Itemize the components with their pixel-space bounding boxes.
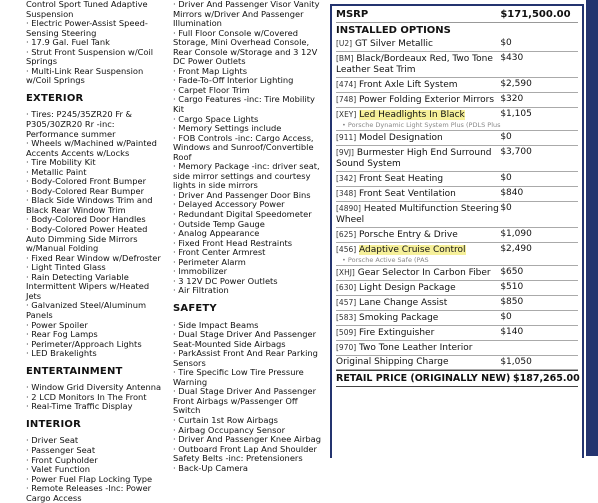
option-name: [336, 94, 500, 106]
option-label: GT Silver Metallic: [355, 39, 433, 49]
option-name: [336, 109, 500, 121]
feature-item: · Power Spoiler: [26, 319, 88, 330]
feature-item: · Passenger Seat: [26, 444, 96, 455]
msrp-row: [336, 8, 578, 23]
feature-item: · Redundant Digital Speedometer: [173, 209, 312, 220]
option-code: [630]: [336, 283, 357, 292]
option-name: [336, 188, 500, 200]
option-code: [911]: [336, 133, 357, 142]
option-row: [336, 93, 578, 108]
option-label: Black/Bordeaux Red, Two Tone Leather Seat Trim: [336, 54, 493, 75]
option-price: $0: [500, 203, 512, 213]
option-row: [336, 108, 578, 131]
exterior-heading: EXTERIOR: [26, 92, 84, 104]
option-code: [BM]: [336, 54, 354, 63]
option-code: [583]: [336, 313, 357, 322]
option-price: $2,490: [500, 244, 532, 254]
option-label: Front Axle Lift System: [359, 80, 458, 90]
feature-item: · Curtain 1st Row Airbags: [173, 414, 278, 425]
interior-features-continued: [173, 0, 321, 296]
feature-item: · Power Fuel Flap Locking Type: [26, 473, 153, 484]
bullet-icon: •: [342, 256, 348, 264]
feature-item: · Outside Temp Gauge: [173, 218, 265, 229]
installed-options-heading: INSTALLED OPTIONS: [336, 25, 451, 36]
features-column-1: [26, 0, 164, 503]
option-price: $0: [500, 312, 512, 322]
feature-item: · 2 LCD Monitors In The Front: [26, 391, 147, 402]
interior-features: [26, 436, 164, 503]
option-row: [336, 146, 578, 172]
option-row: [336, 172, 578, 187]
option-price: $840: [500, 188, 524, 198]
option-subnote: [336, 256, 578, 264]
option-name: [336, 327, 500, 339]
safety-heading: SAFETY: [173, 302, 217, 314]
option-name: [336, 173, 500, 185]
shipping-value: $1,050: [500, 357, 532, 367]
bullet-icon: •: [342, 121, 348, 129]
feature-item: · Body-Colored Power Heated Auto Dimming Side Mirrors w/Manual Folding: [26, 224, 148, 254]
option-subnote-text: Porsche Active Safe (PAS: [347, 256, 429, 264]
option-label: Front Seat Ventilation: [359, 189, 456, 199]
option-name: [336, 282, 500, 294]
option-price: $650: [500, 267, 524, 277]
retail-row: [336, 370, 578, 387]
option-row: [336, 78, 578, 93]
feature-item: · Tire Specific Low Tire Pressure Warning: [173, 367, 304, 387]
option-label: Fire Extinguisher: [359, 328, 435, 338]
safety-features: [173, 321, 321, 474]
option-code: [4890]: [336, 204, 361, 213]
option-code: [970]: [336, 343, 357, 352]
interior-heading: INTERIOR: [26, 418, 81, 430]
entertainment-features: [26, 383, 164, 412]
option-code: [456]: [336, 245, 357, 254]
option-code: [XEY]: [336, 110, 357, 119]
option-row: [336, 228, 578, 243]
option-price: $2,590: [500, 79, 532, 89]
feature-item: · Driver And Passenger Knee Airbag: [173, 434, 321, 445]
feature-item: · Memory Package -inc: driver seat, side mirror settings and courtesy lights in side mirrors: [173, 161, 320, 191]
option-label: Smoking Package: [359, 313, 439, 323]
option-row: [336, 311, 578, 326]
option-price: $850: [500, 297, 524, 307]
feature-item: · Window Grid Diversity Antenna: [26, 382, 162, 393]
option-code: [9VJ]: [336, 148, 354, 157]
feature-item: · Dual Stage Driver And Passenger Front Airbags w/Passenger Off Switch: [173, 386, 317, 416]
option-name: [336, 79, 500, 91]
feature-item: · Wheels w/Machined w/Painted Accents Accents w/Locks: [26, 138, 157, 158]
option-price: $1,105: [500, 109, 532, 119]
option-price: $430: [500, 53, 524, 63]
option-row: [336, 341, 578, 356]
price-panel: [330, 4, 584, 458]
feature-item: · Carpet Floor Trim: [173, 84, 250, 95]
feature-item: · Fixed Rear Window w/Defroster: [26, 252, 161, 263]
feature-item: · Electric Power-Assist Speed-Sensing Steering: [26, 18, 148, 38]
option-code: [XHJ]: [336, 268, 355, 277]
feature-item: · Air Filtration: [173, 285, 229, 296]
option-name: [336, 132, 500, 144]
option-subnote-text: Porsche Dynamic Light System Plus (PDLS Plus: [347, 121, 501, 129]
option-row: [336, 296, 578, 311]
option-label: Burmester High End Surround Sound System: [336, 148, 492, 169]
option-name: [336, 147, 500, 170]
feature-item: · Strut Front Suspension w/Coil Springs: [26, 46, 154, 67]
exterior-features: [26, 110, 164, 358]
option-name: [336, 297, 500, 309]
option-label: Lane Change Assist: [359, 298, 448, 308]
option-code: [509]: [336, 328, 357, 337]
option-subnote: [336, 121, 578, 129]
feature-item: · Remote Releases -Inc: Power Cargo Access: [26, 483, 152, 503]
option-row: [336, 52, 578, 78]
page-border: [586, 0, 598, 456]
feature-item: · Tire Mobility Kit: [26, 157, 96, 168]
option-row: [336, 131, 578, 146]
option-row: [336, 187, 578, 202]
feature-item: · Body-Colored Front Bumper: [26, 176, 146, 187]
feature-item: · Tires: P245/35ZR20 Fr & P305/30ZR20 Rr -inc: Performance summer: [26, 109, 133, 139]
feature-item: · FOB Controls -inc: Cargo Access, Windows and Sunroof/Convertible Roof: [173, 132, 314, 162]
option-price: $320: [500, 94, 524, 104]
feature-item: · Back-Up Camera: [173, 462, 248, 473]
feature-item: · Multi-Link Rear Suspension w/Coil Springs: [26, 65, 144, 86]
option-price: $1,090: [500, 229, 532, 239]
feature-item: · LED Brakelights: [26, 348, 97, 359]
option-code: [474]: [336, 80, 357, 89]
option-name: [336, 53, 500, 76]
feature-item: · Body-Colored Door Handles: [26, 214, 146, 225]
feature-item: · Rain Detecting Variable Intermittent Wipers w/Heated Jets: [26, 271, 150, 301]
feature-item: · Airbag Occupancy Sensor: [173, 424, 285, 435]
option-name: [336, 38, 500, 50]
feature-item: · Outboard Front Lap And Shoulder Safety Belts -inc: Pretensioners: [173, 443, 317, 464]
shipping-label: Original Shipping Charge: [336, 357, 449, 367]
option-code: [342]: [336, 174, 357, 183]
option-row: [336, 266, 578, 281]
option-row: [336, 326, 578, 341]
option-code: [348]: [336, 189, 357, 198]
option-name: [336, 342, 500, 354]
option-name: [336, 244, 500, 256]
feature-item: · Dual Stage Driver And Passenger Seat-Mounted Side Airbags: [173, 329, 317, 349]
option-name: [336, 229, 500, 241]
option-name: [336, 267, 500, 279]
option-label: Power Folding Exterior Mirrors: [359, 95, 495, 105]
feature-item: · Driver And Passenger Visor Vanity Mirrors w/Driver And Passenger Illumination: [173, 0, 320, 29]
option-label: Adaptive Cruise Control: [359, 245, 466, 255]
feature-item: · Front Center Armrest: [173, 247, 266, 258]
option-label: Light Design Package: [359, 283, 456, 293]
feature-item: · Valet Function: [26, 464, 90, 475]
option-price: $3,700: [500, 147, 532, 157]
option-label: Front Seat Heating: [359, 174, 444, 184]
msrp-value: $171,500.00: [500, 9, 571, 20]
option-label: Model Designation: [359, 133, 443, 143]
feature-item: Control Sport Tuned Adaptive Suspension: [26, 0, 148, 19]
feature-item: · Light Tinted Glass: [26, 262, 106, 273]
option-price: $0: [500, 173, 512, 183]
feature-item: · ParkAssist Front And Rear Parking Sensors: [173, 348, 318, 368]
feature-item: · Perimeter/Approach Lights: [26, 338, 142, 349]
feature-item: · Black Side Windows Trim and Black Rear Window Trim: [26, 195, 153, 215]
feature-item: · Driver Seat: [26, 435, 79, 446]
feature-item: · Delayed Accessory Power: [173, 199, 285, 210]
feature-item: · Galvanized Steel/Aluminum Panels: [26, 300, 147, 320]
feature-item: · Rear Fog Lamps: [26, 329, 98, 340]
option-label: Gear Selector In Carbon Fiber: [357, 268, 491, 278]
shipping-row: [336, 356, 578, 370]
option-row: [336, 202, 578, 228]
option-code: [457]: [336, 298, 357, 307]
option-name: [336, 203, 500, 226]
option-label: Porsche Entry & Drive: [359, 230, 458, 240]
feature-item: · Fade-To-Off Interior Lighting: [173, 75, 294, 86]
feature-item: · 17.9 Gal. Fuel Tank: [26, 37, 110, 48]
feature-item: · Metallic Paint: [26, 166, 87, 177]
feature-item: · Memory Settings include: [173, 123, 282, 134]
option-price: $140: [500, 327, 524, 337]
feature-item: · Real-Time Traffic Display: [26, 401, 133, 412]
feature-item: · Driver And Passenger Door Bins: [173, 189, 311, 200]
options-list: [336, 37, 578, 356]
option-row: [336, 37, 578, 52]
option-row: [336, 281, 578, 296]
feature-item: · Cargo Space Lights: [173, 113, 259, 124]
entertainment-heading: ENTERTAINMENT: [26, 365, 123, 377]
option-code: [625]: [336, 230, 357, 239]
option-code: [748]: [336, 95, 357, 104]
feature-item: · Front Cupholder: [26, 454, 98, 465]
feature-item: · Cargo Features -inc: Tire Mobility Kit: [173, 94, 315, 115]
option-name: [336, 312, 500, 324]
option-label: Heated Multifunction Steering Wheel: [336, 204, 499, 225]
option-price: $0: [500, 38, 512, 48]
option-price: $510: [500, 282, 524, 292]
option-row: [336, 243, 578, 266]
retail-value: $187,265.00: [513, 373, 580, 384]
feature-item: · Fixed Front Head Restraints: [173, 237, 293, 248]
feature-item: · 3 12V DC Power Outlets: [173, 275, 278, 286]
option-code: [U2]: [336, 39, 353, 48]
option-price: $0: [500, 132, 512, 142]
feature-item: · Body-Colored Rear Bumper: [26, 185, 144, 196]
feature-item: · Front Map Lights: [173, 65, 248, 76]
feature-item: · Analog Appearance: [173, 228, 260, 239]
feature-item: · Immobilizer: [173, 266, 228, 277]
feature-item: · Perimeter Alarm: [173, 256, 246, 267]
lead-features: [26, 0, 164, 86]
feature-item: · Full Floor Console w/Covered Storage, Mini Overhead Console, Rear Console w/Storage and 3 12V DC Power Outlets: [173, 27, 318, 67]
features-column-2: [173, 0, 321, 473]
option-label: Led Headlights In Black: [359, 110, 465, 120]
msrp-label: MSRP: [336, 9, 369, 20]
feature-item: · Side Impact Beams: [173, 319, 259, 330]
option-label: Two Tone Leather Interior: [359, 343, 473, 353]
retail-label: RETAIL PRICE (ORIGINALLY NEW): [336, 373, 511, 384]
